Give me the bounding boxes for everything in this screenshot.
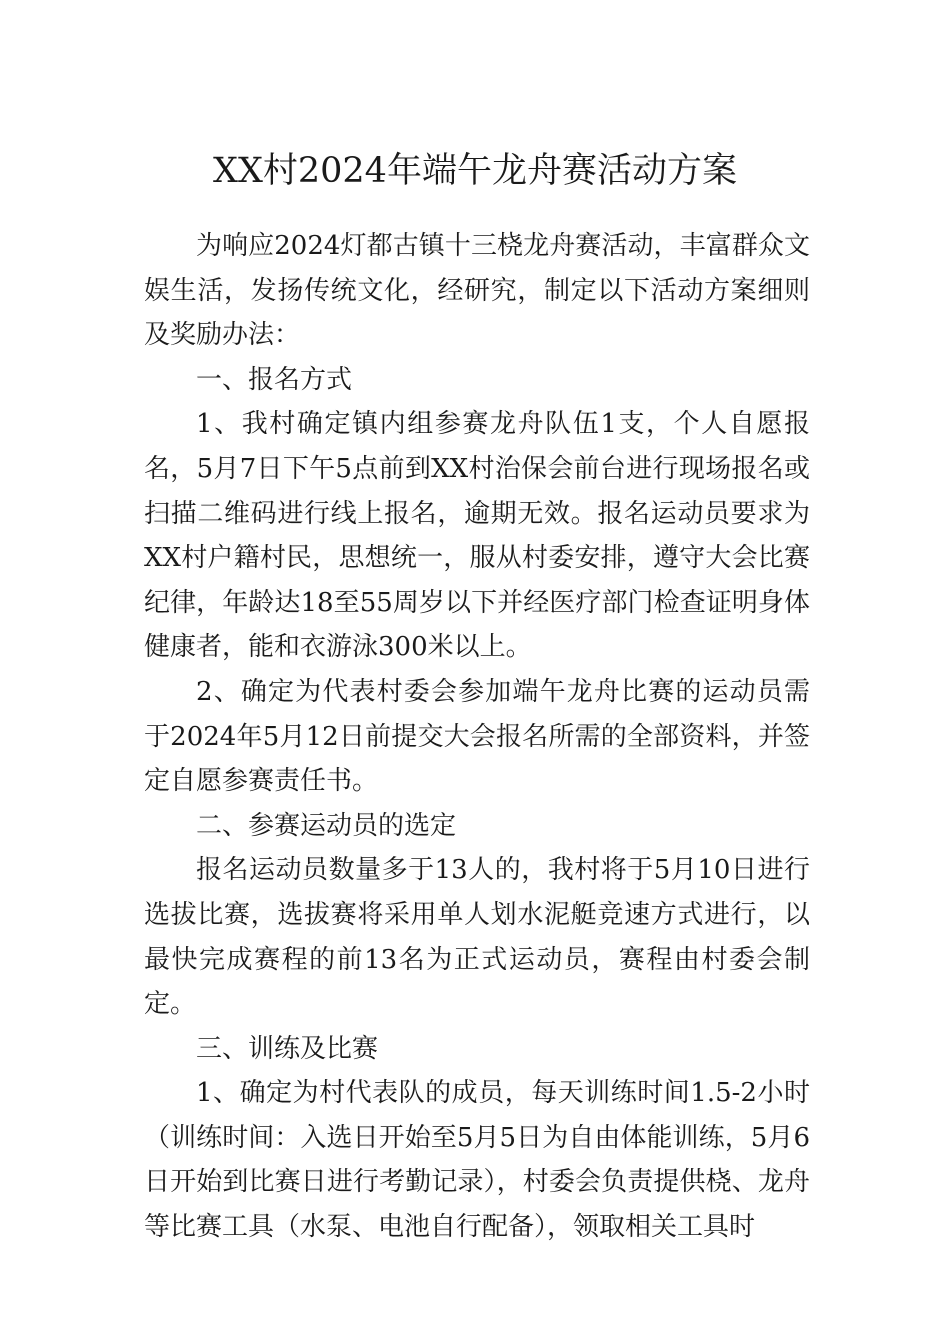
document-body: [144, 224, 810, 1250]
intro-paragraph: 为响应2024灯都古镇十三桡龙舟赛活动，丰富群众文娱生活，发扬传统文化，经研究，制定以下活动方案细则及奖励办法：: [144, 231, 810, 351]
section-heading-athlete-selection: 二、参赛运动员的选定: [196, 810, 457, 841]
registration-paragraph-1: 1、我村确定镇内组参赛龙舟队伍1支，个人自愿报名，5月7日下午5点前到XX村治保会前台进行现场报名或扫描二维码进行线上报名，逾期无效。报名运动员要求为XX村户籍村民，思想统一，服从村委安排，遵守大会比赛纪律，年龄达18至55周岁以下并经医疗部门检查证明身体健康者，能和衣游泳300米以上。: [144, 409, 810, 663]
selection-paragraph: 报名运动员数量多于13人的，我村将于5月10日进行选拔比赛，选拔赛将采用单人划水泥艇竞速方式进行，以最快完成赛程的前13名为正式运动员，赛程由村委会制定。: [144, 855, 810, 1020]
section-heading-training: 三、训练及比赛: [196, 1033, 379, 1064]
registration-paragraph-2: 2、确定为代表村委会参加端午龙舟比赛的运动员需于2024年5月12日前提交大会报名所需的全部资料，并签定自愿参赛责任书。: [144, 676, 810, 797]
training-paragraph-1: 1、确定为村代表队的成员，每天训练时间1.5-2小时（训练时间：入选日开始至5月5日为自由体能训练，5月6日开始到比赛日进行考勤记录），村委会负责提供桡、龙舟等比赛工具（水泵、电池自行配备），领取相关工具时: [144, 1078, 810, 1243]
section-heading-registration: 一、报名方式: [196, 364, 353, 395]
document-title: XX村2024年端午龙舟赛活动方案: [213, 151, 737, 191]
